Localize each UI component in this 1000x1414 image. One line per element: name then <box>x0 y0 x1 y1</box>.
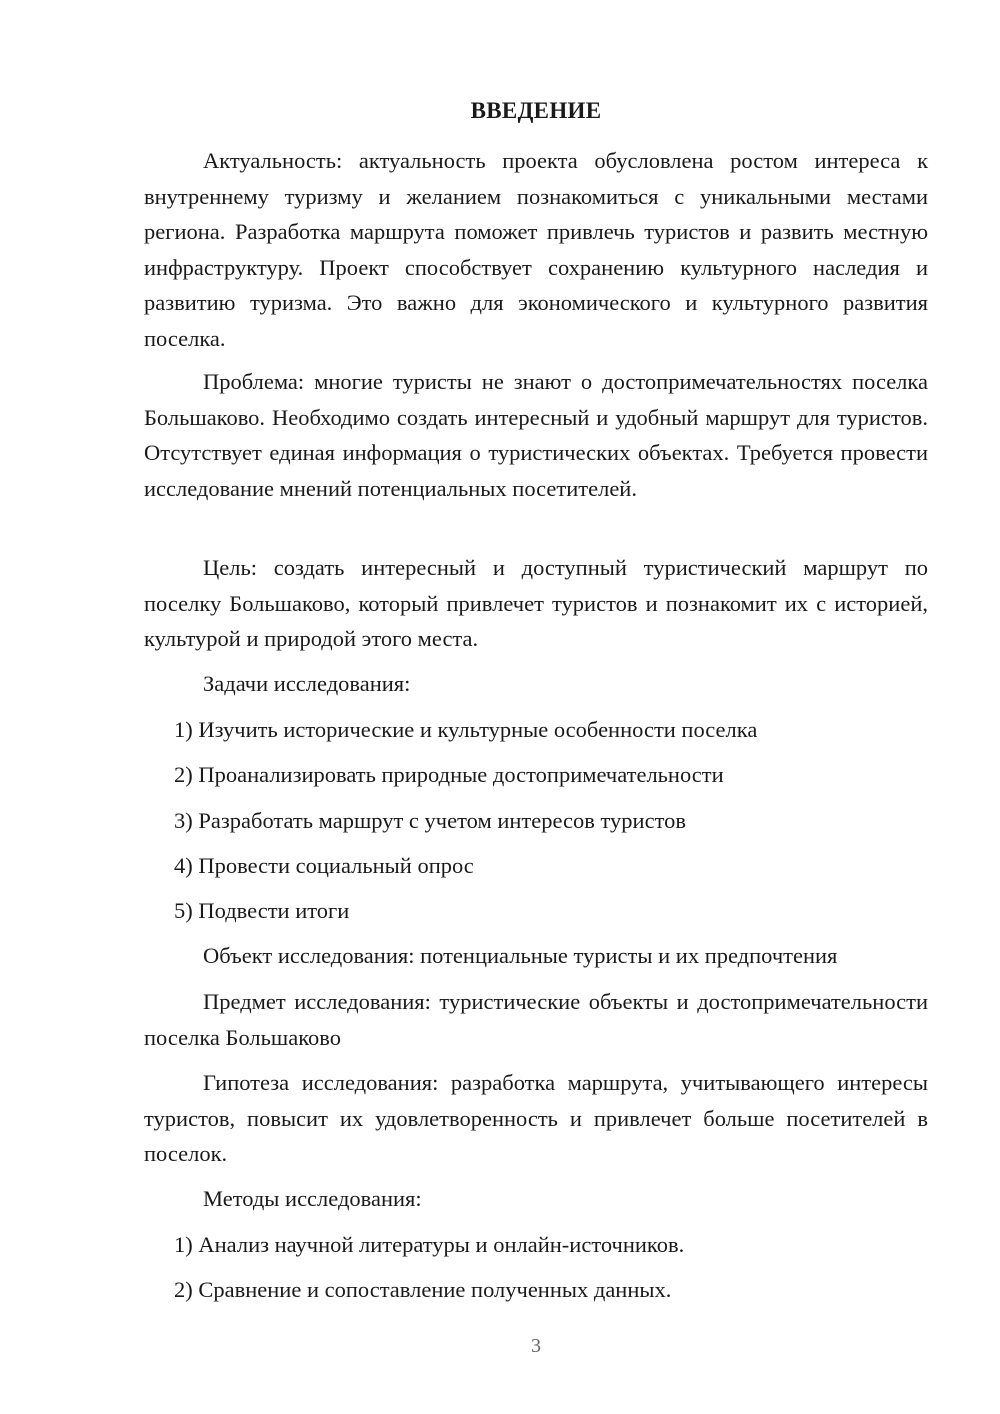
page-number: 3 <box>531 1335 541 1357</box>
subject-paragraph: Предмет исследования: туристические объекты и достопримечательности поселка Большаково <box>144 989 928 1050</box>
list-item: 5) Подвести итоги <box>174 898 350 923</box>
methods-heading: Методы исследования: <box>203 1186 422 1211</box>
goal-paragraph: Цель: создать интересный и доступный туристический маршрут по поселку Большаково, который привлечет туристов и познакомит их с историей, культурой и природой этого места. <box>144 555 928 651</box>
list-item: 1) Изучить исторические и культурные особенности поселка <box>174 717 758 742</box>
tasks-heading: Задачи исследования: <box>203 671 411 696</box>
object-paragraph: Объект исследования: потенциальные туристы и их предпочтения <box>203 943 838 968</box>
list-item: 2) Сравнение и сопоставление полученных данных. <box>174 1277 672 1302</box>
hypothesis-paragraph: Гипотеза исследования: разработка маршрута, учитывающего интересы туристов, повысит их удовлетворенность и привлечет больше посетителей в поселок. <box>144 1070 928 1166</box>
list-item: 2) Проанализировать природные достопримечательности <box>174 762 724 787</box>
page-title: ВВЕДЕНИЕ <box>470 98 602 123</box>
list-item: 4) Провести социальный опрос <box>174 853 474 878</box>
list-item: 3) Разработать маршрут с учетом интересов туристов <box>174 808 686 833</box>
list-item: 1) Анализ научной литературы и онлайн-источников. <box>174 1232 685 1257</box>
problem-paragraph: Проблема: многие туристы не знают о достопримечательностях поселка Большаково. Необходимо создать интересный и удобный маршрут для туристов. Отсутствует единая информация о туристических объектах. Требуется провести исследование мнений потенциальных посетителей. <box>144 369 928 501</box>
document-page <box>144 0 928 1414</box>
relevance-paragraph: Актуальность: актуальность проекта обусловлена ростом интереса к внутреннему туризму и желанием познакомиться с уникальными местами региона. Разработка маршрута поможет привлечь туристов и развить местную инфраструктуру. Проект способствует сохранению культурного наследия и развитию туризма. Это важно для экономического и культурного развития поселка. <box>144 148 928 351</box>
